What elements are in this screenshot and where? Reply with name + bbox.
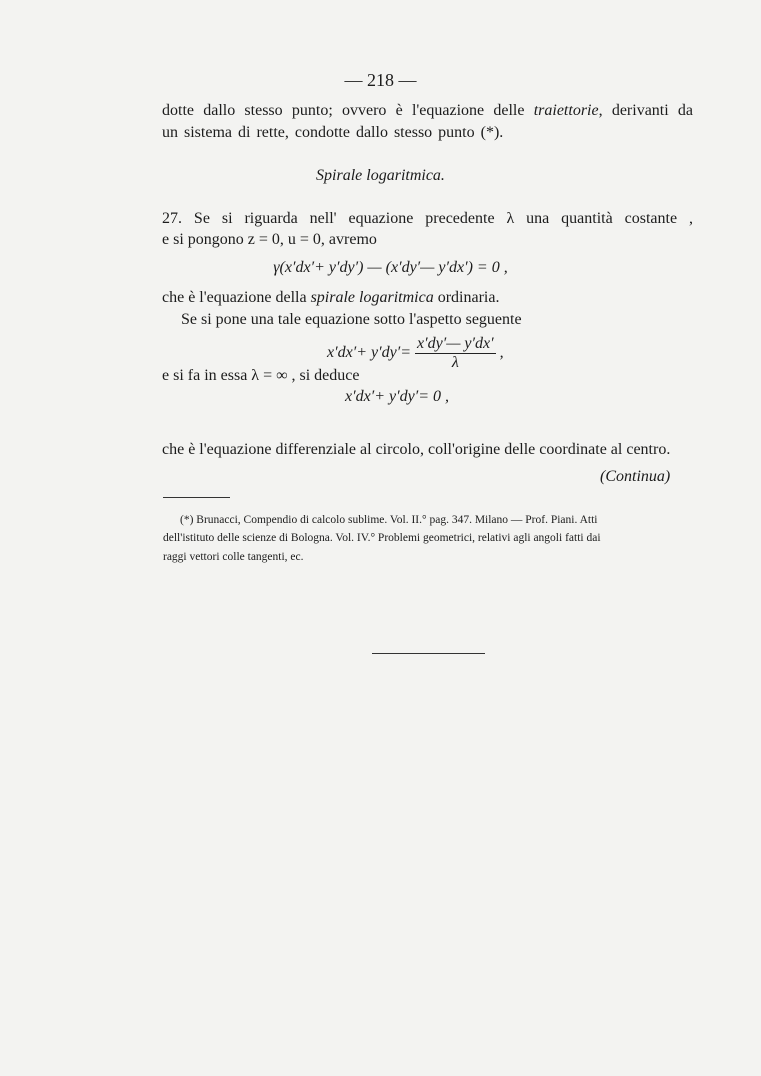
text: dotte dallo stesso punto; ovvero è l'equazione delle [162,102,534,119]
equation-1: γ(x′dx′+ y′dy′) — (x′dy′— y′dx′) = 0 , [273,259,508,276]
section-heading: Spirale logaritmica. [316,167,445,184]
numerator: x′dy′— y′dx′ [417,335,494,352]
text-line [162,102,693,120]
denominator: λ [451,354,459,371]
text: , derivanti da [598,102,694,119]
fraction [415,335,496,372]
text-line: Se si pone una tale equazione sotto l'aspetto seguente [181,311,522,328]
eq-lhs: x′dx′+ y′dy′= [327,344,415,362]
text: che è l'equazione della [162,289,311,306]
footnote-rule [163,497,230,498]
text-line: 27. Se si riguarda nell' equazione precedente λ una quantità costante , [162,210,693,227]
text-line: un sistema di rette, condotte dallo stesso punto (*). [162,124,504,141]
continua-note: (Continua) [600,468,671,485]
end-rule [372,653,485,654]
text-line: e si fa in essa λ = ∞ , si deduce [162,367,360,384]
italic-term: traiettorie [533,102,599,119]
footnote-line: dell'istituto delle scienze di Bologna. Vol. IV.° Problemi geometrici, relativi agli angoli fatti dai [163,532,601,544]
italic-term: spirale logaritmica [310,289,434,306]
text-line [162,289,499,307]
footnote-line: (*) Brunacci, Compendio di calcolo sublime. Vol. II.° pag. 347. Milano — Prof. Piani. Atti [180,514,598,526]
text-line: e si pongono z = 0, u = 0, avremo [162,231,377,248]
text: , [495,344,504,362]
text: ordinaria. [433,289,500,306]
page-number: — 218 — [344,70,417,90]
text-line: che è l'equazione differenziale al circolo, coll'origine delle coordinate al centro. [162,441,671,458]
equation-3: x′dx′+ y′dy′= 0 , [345,388,449,405]
footnote-line: raggi vettori colle tangenti, ec. [163,551,304,563]
